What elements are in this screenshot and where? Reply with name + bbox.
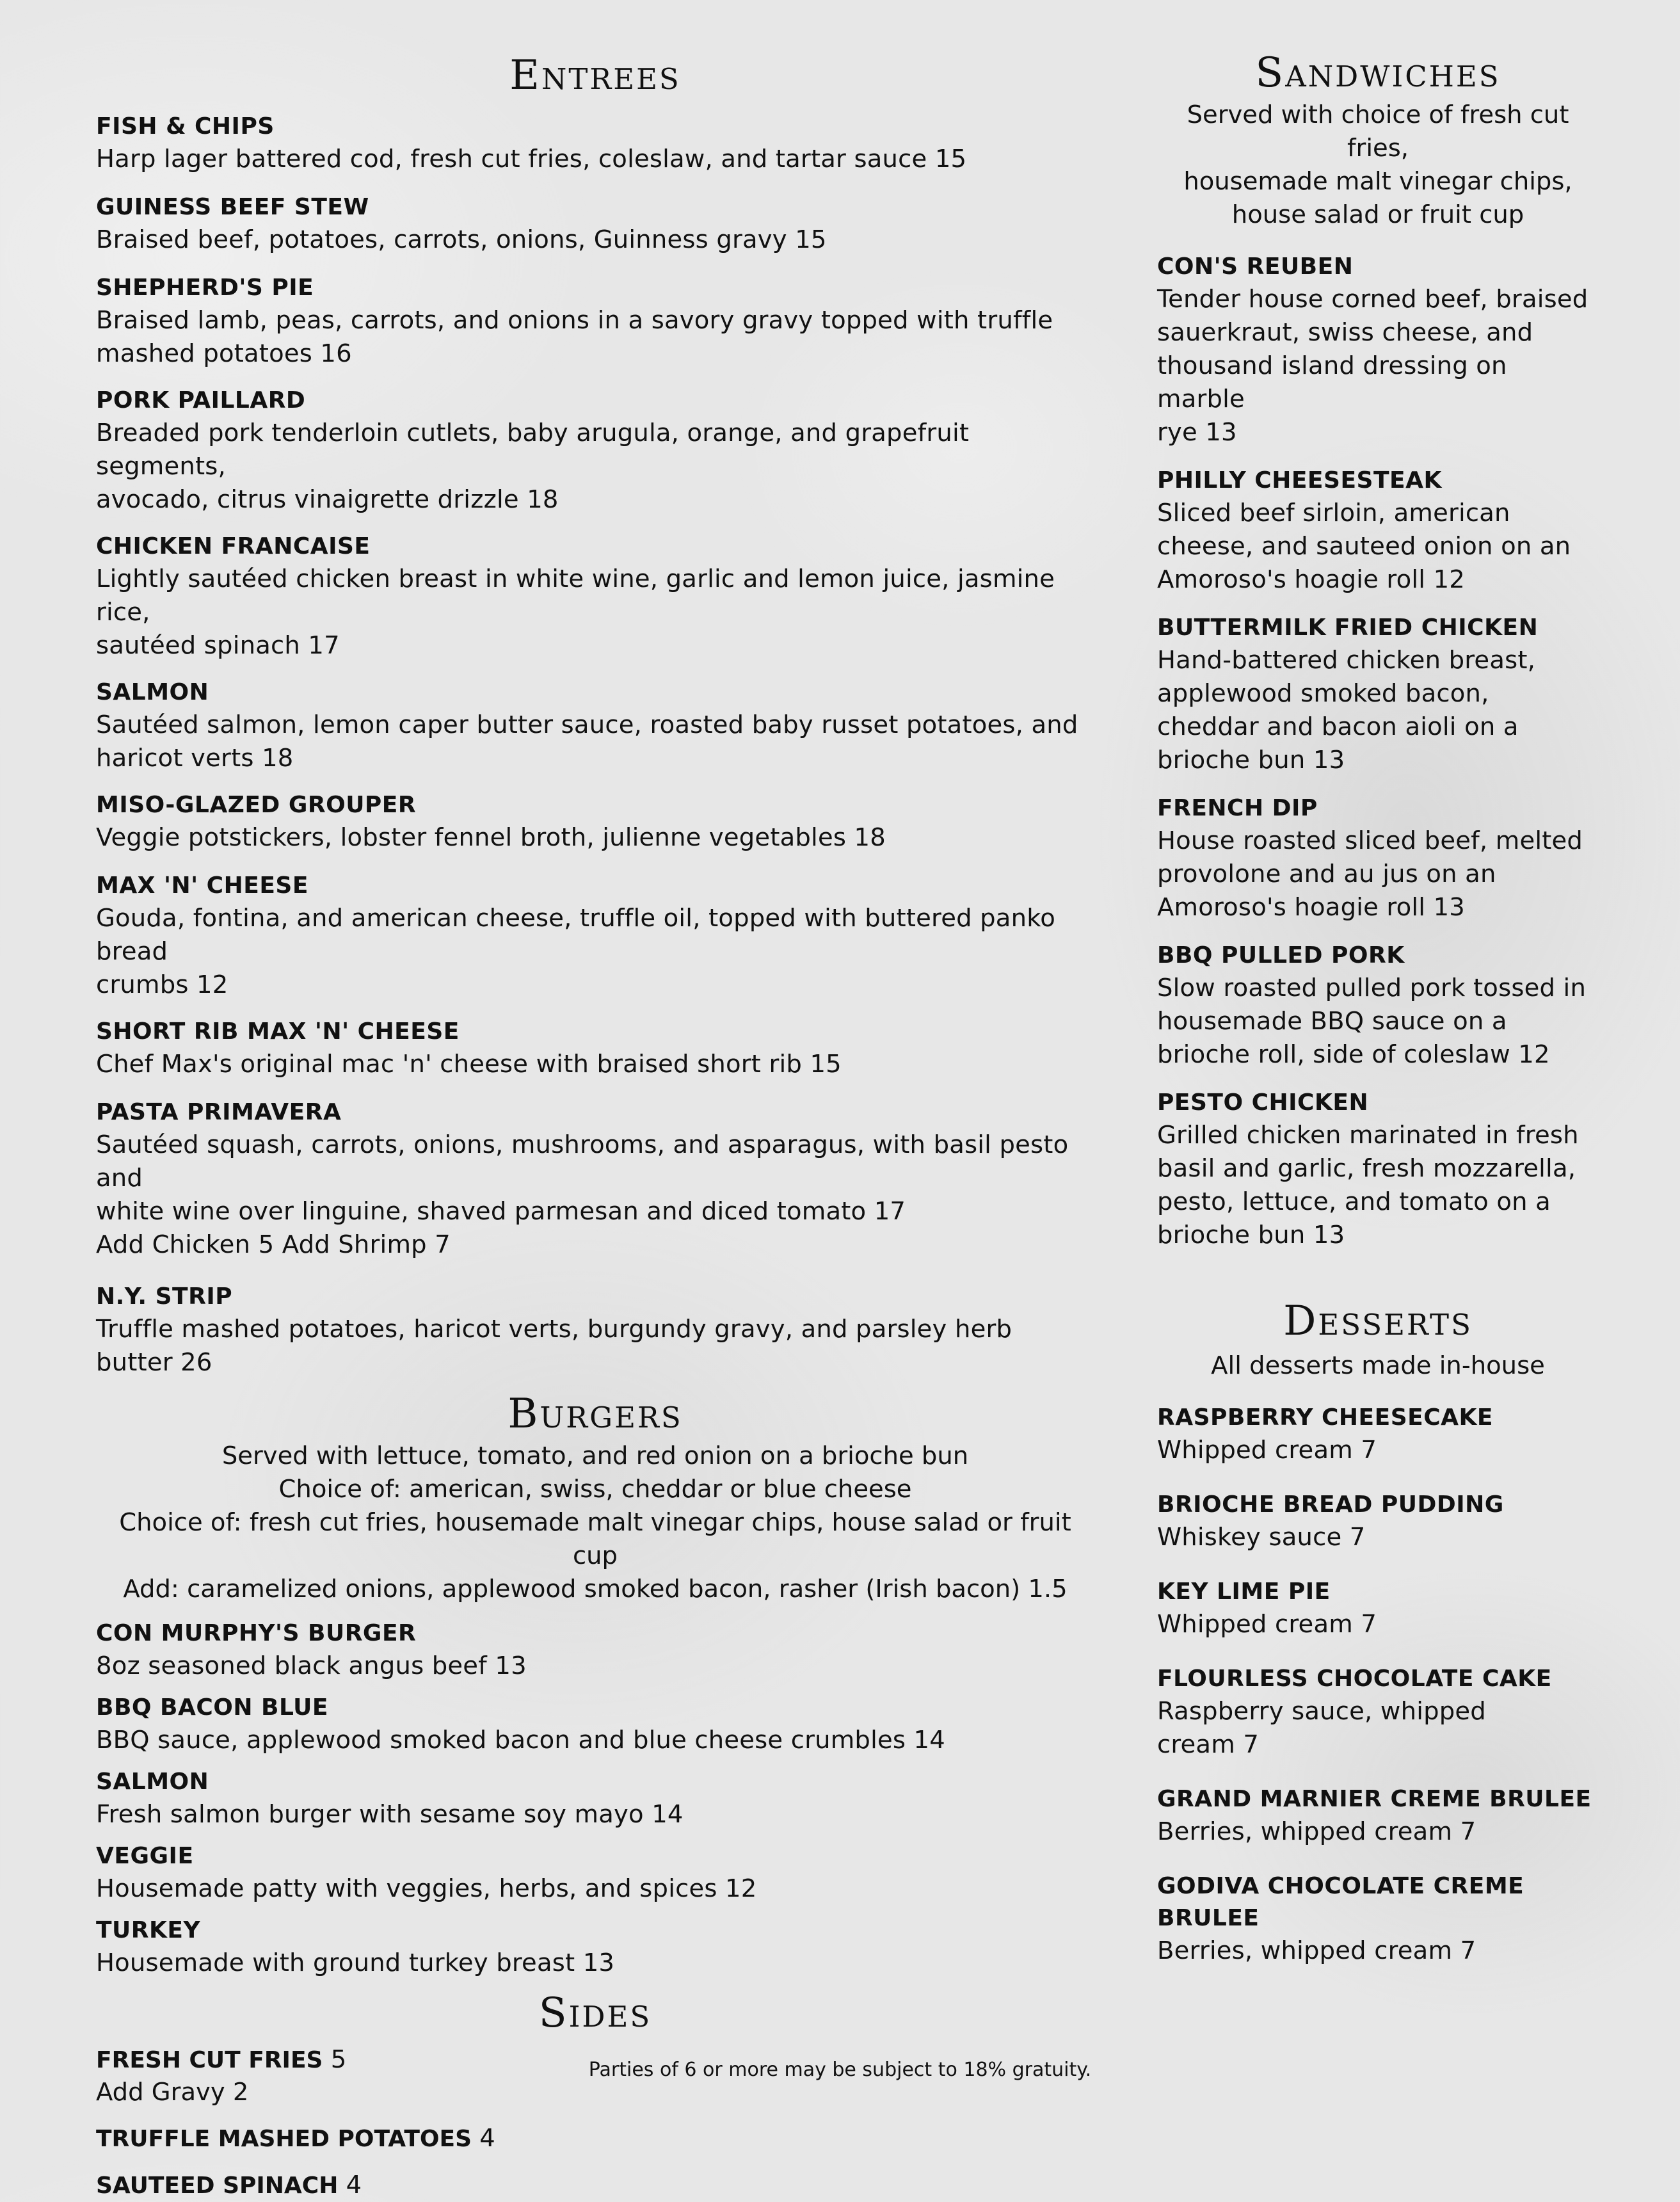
menu-item (96, 1840, 1094, 1906)
left-column (96, 0, 1094, 2202)
menu-item (96, 1692, 1094, 1757)
item-description: Add Chicken 5 Add Shrimp 7 (96, 1230, 451, 1259)
item-description: cheese, and sauteed onion on an (1157, 532, 1571, 561)
item-description: Braised beef, potatoes, carrots, onions, Guinness gravy 15 (96, 225, 827, 254)
item-description: House roasted sliced beef, melted (1157, 826, 1583, 855)
menu-item (96, 385, 1094, 517)
sandwiches-title: Sandwiches (1255, 49, 1501, 97)
desserts-note: All desserts made in-house (1211, 1351, 1545, 1380)
item-description: Chef Max's original mac 'n' cheese with braised short rib 15 (96, 1050, 842, 1079)
item-name: GUINESS BEEF STEW (96, 194, 369, 220)
item-description: Slow roasted pulled pork tossed in (1157, 974, 1587, 1002)
menu-item (96, 1016, 1094, 1081)
item-name: GODIVA CHOCOLATE CREME (1157, 1873, 1524, 1899)
item-description: Amoroso's hoagie roll 13 (1157, 893, 1465, 922)
item-description: Sautéed squash, carrots, onions, mushrooms, and asparagus, with basil pesto and (96, 1130, 1069, 1193)
right-column (1157, 0, 1599, 1968)
item-description: cream 7 (1157, 1730, 1260, 1759)
item-description: rye 13 (1157, 418, 1237, 447)
item-description: Berries, whipped cream 7 (1157, 1817, 1476, 1846)
item-name: SHEPHERD'S PIE (96, 275, 314, 301)
item-description: applewood smoked bacon, (1157, 679, 1489, 708)
menu-item (1157, 251, 1599, 449)
menu-item (96, 677, 1094, 775)
item-description: housemade BBQ sauce on a (1157, 1007, 1507, 1036)
item-description: 8oz seasoned black angus beef 13 (96, 1652, 527, 1680)
item-name: BBQ PULLED PORK (1157, 942, 1405, 968)
item-description: Braised lamb, peas, carrots, and onions in a savory gravy topped with truffle (96, 306, 1053, 335)
item-name: GRAND MARNIER CREME BRULEE (1157, 1786, 1592, 1812)
item-name: N.Y. STRIP (96, 1283, 233, 1310)
item-description: BBQ sauce, applewood smoked bacon and blue cheese crumbles 14 (96, 1726, 945, 1755)
item-description: sauerkraut, swiss cheese, and (1157, 318, 1533, 347)
menu-item (96, 191, 1094, 257)
menu-item (1157, 1663, 1599, 1762)
item-name: SALMON (96, 679, 209, 705)
item-name: SHORT RIB MAX 'N' CHEESE (96, 1018, 460, 1045)
menu-item (96, 2169, 1094, 2202)
sandwiches-note: housemade malt vinegar chips, (1183, 167, 1572, 196)
item-description: Housemade with ground turkey breast 13 (96, 1949, 615, 1977)
item-description: Truffle mashed potatoes, haricot verts, burgundy gravy, and parsley herb butter 26 (96, 1315, 1012, 1377)
item-description: Housemade patty with veggies, herbs, and spices 12 (96, 1874, 757, 1903)
item-name: CON'S REUBEN (1157, 253, 1354, 280)
item-description: Whiskey sauce 7 (1157, 1523, 1366, 1552)
sandwiches-note: Served with choice of fresh cut fries, (1187, 100, 1569, 163)
item-name: PHILLY CHEESESTEAK (1157, 467, 1442, 494)
item-description: cheddar and bacon aioli on a (1157, 712, 1519, 741)
item-name: RASPBERRY CHEESECAKE (1157, 1404, 1494, 1431)
item-description: Lightly sautéed chicken breast in white wine, garlic and lemon juice, jasmine rice, (96, 565, 1055, 627)
item-description: Sautéed salmon, lemon caper butter sauce, roasted baby russet potatoes, and (96, 711, 1078, 739)
item-description: mashed potatoes 16 (96, 339, 352, 368)
item-description: avocado, citrus vinaigrette drizzle 18 (96, 485, 559, 514)
desserts-list (1157, 1402, 1599, 1968)
burgers-note: Served with lettuce, tomato, and red onion on a brioche bun (221, 1442, 969, 1470)
item-description: sautéed spinach 17 (96, 631, 340, 660)
item-description: Tender house corned beef, braised (1157, 285, 1588, 314)
item-name: FRESH CUT FRIES (96, 2047, 323, 2073)
item-name: MAX 'N' CHEESE (96, 872, 308, 899)
item-description: pesto, lettuce, and tomato on a (1157, 1187, 1551, 1216)
menu-item (1157, 612, 1599, 777)
menu-item (1157, 1870, 1599, 1968)
item-name: BBQ BACON BLUE (96, 1694, 328, 1721)
menu-item (96, 531, 1094, 663)
burgers-note: Choice of: fresh cut fries, housemade malt vinegar chips, house salad or fruit cup (119, 1508, 1071, 1570)
item-description: white wine over linguine, shaved parmesan and diced tomato 17 (96, 1197, 906, 1226)
menu-item (96, 1915, 1094, 1980)
entrees-list (96, 111, 1094, 1379)
item-description: haricot verts 18 (96, 744, 294, 773)
item-name: VEGGIE (96, 1843, 194, 1869)
menu-item (1157, 1402, 1599, 1467)
item-description: Harp lager battered cod, fresh cut fries, coleslaw, and tartar sauce 15 (96, 145, 967, 173)
item-name: FISH & CHIPS (96, 113, 275, 140)
menu-item (1157, 792, 1599, 924)
item-name: FRENCH DIP (1157, 795, 1318, 821)
item-description: brioche roll, side of coleslaw 12 (1157, 1040, 1550, 1069)
menu-item (96, 272, 1094, 371)
item-description: brioche bun 13 (1157, 1221, 1345, 1250)
item-description: Whipped cream 7 (1157, 1436, 1377, 1465)
sandwiches-list (1157, 251, 1599, 1252)
item-name: TURKEY (96, 1917, 201, 1943)
item-name: PESTO CHICKEN (1157, 1089, 1369, 1116)
item-description: Berries, whipped cream 7 (1157, 1936, 1476, 1965)
item-name: BRIOCHE BREAD PUDDING (1157, 1491, 1504, 1518)
item-description: Fresh salmon burger with sesame soy mayo 14 (96, 1800, 684, 1829)
desserts-title: Desserts (1283, 1298, 1473, 1345)
menu-item (1157, 1576, 1599, 1641)
entrees-title: Entrees (509, 52, 681, 99)
menu-item (96, 870, 1094, 1002)
menu-item (1157, 1087, 1599, 1252)
item-price: 5 (330, 2045, 347, 2074)
item-description: Sliced beef sirloin, american (1157, 499, 1510, 527)
menu-item (96, 789, 1094, 855)
item-name: SAUTEED SPINACH (96, 2173, 339, 2199)
menu-item (96, 111, 1094, 176)
item-name: TRUFFLE MASHED POTATOES (96, 2126, 472, 2152)
item-description: basil and garlic, fresh mozzarella, (1157, 1154, 1576, 1183)
item-description: Breaded pork tenderloin cutlets, baby arugula, orange, and grapefruit segments, (96, 419, 970, 481)
item-name: MISO-GLAZED GROUPER (96, 792, 417, 818)
gratuity-note: Parties of 6 or more may be subject to 18% gratuity. (588, 2059, 1092, 2081)
menu-item (1157, 940, 1599, 1072)
sandwiches-note: house salad or fruit cup (1231, 200, 1524, 229)
item-description: crumbs 12 (96, 970, 228, 999)
item-price: 4 (346, 2171, 362, 2199)
menu-item (1157, 465, 1599, 597)
item-name: PASTA PRIMAVERA (96, 1099, 342, 1125)
menu-item (1157, 1489, 1599, 1554)
item-description: Raspberry sauce, whipped (1157, 1697, 1486, 1726)
menu-item (1157, 1783, 1599, 1849)
item-name: PORK PAILLARD (96, 387, 306, 414)
burgers-notes (96, 1440, 1094, 1606)
item-description: Veggie potstickers, lobster fennel broth, julienne vegetables 18 (96, 823, 886, 852)
item-name: BUTTERMILK FRIED CHICKEN (1157, 615, 1539, 641)
burgers-title: Burgers (508, 1390, 683, 1438)
item-name: FLOURLESS CHOCOLATE CAKE (1157, 1666, 1552, 1692)
item-description: Grilled chicken marinated in fresh (1157, 1121, 1579, 1150)
item-description: Whipped cream 7 (1157, 1610, 1377, 1639)
item-name: CHICKEN FRANCAISE (96, 533, 371, 559)
menu-item (96, 1766, 1094, 1831)
menu-item (96, 1097, 1094, 1262)
item-price: 4 (479, 2124, 495, 2153)
item-name: CON MURPHY'S BURGER (96, 1620, 417, 1646)
item-name: SALMON (96, 1769, 209, 1795)
item-addon: Add Gravy 2 (96, 2078, 249, 2107)
item-name: BRULEE (1157, 1905, 1260, 1931)
item-name: KEY LIME PIE (1157, 1579, 1331, 1605)
item-description: Amoroso's hoagie roll 12 (1157, 565, 1465, 594)
burgers-note: Choice of: american, swiss, cheddar or blue cheese (278, 1475, 912, 1504)
sides-title: Sides (538, 1989, 652, 2037)
menu-item (96, 1618, 1094, 1683)
item-description: provolone and au jus on an (1157, 860, 1496, 888)
menu-item (96, 2123, 1094, 2155)
burgers-note: Add: caramelized onions, applewood smoked bacon, rasher (Irish bacon) 1.5 (123, 1575, 1068, 1603)
burgers-list (96, 1618, 1094, 1980)
item-description: Hand-battered chicken breast, (1157, 646, 1536, 675)
item-description: Gouda, fontina, and american cheese, truffle oil, topped with buttered panko bread (96, 904, 1056, 966)
menu-item (96, 1281, 1094, 1379)
sandwiches-notes (1157, 99, 1599, 232)
item-description: thousand island dressing on marble (1157, 351, 1507, 414)
item-description: brioche bun 13 (1157, 746, 1345, 775)
